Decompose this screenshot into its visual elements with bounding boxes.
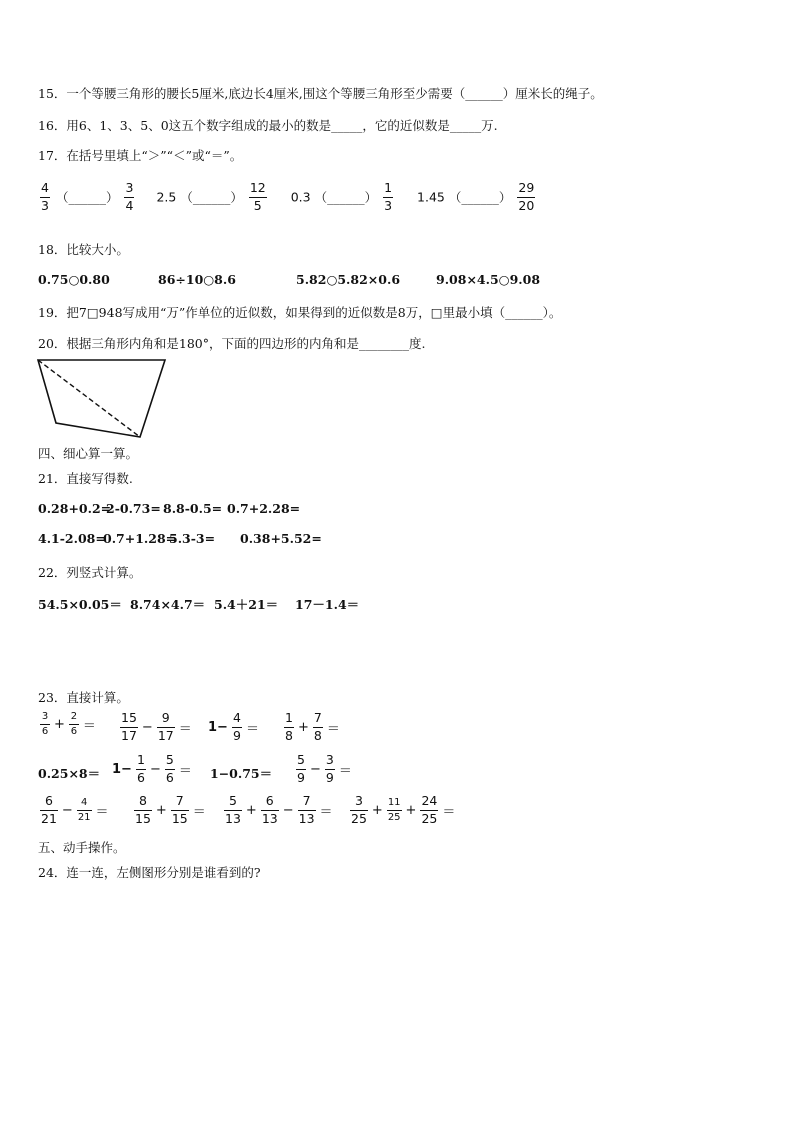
question-23: 23．直接计算。	[38, 690, 129, 705]
answer-blank[interactable]: （______）	[314, 190, 378, 205]
q22-item-1: 54.5×0.05＝	[38, 597, 122, 612]
fraction: $\frac{8}{15}$	[135, 793, 151, 826]
q21-r2-1: 4.1-2.08=	[38, 531, 106, 546]
q23-r2-1: 0.25×8＝	[38, 766, 101, 781]
q23-r3-2: $\frac{8}{15}$ + $\frac{7}{15}$ ＝	[135, 793, 206, 826]
q21-r1-1: 0.28+0.2=	[38, 501, 112, 516]
fraction: $\frac{5}{6}$	[165, 752, 174, 785]
q22-item-3: 5.4＋21＝	[214, 597, 279, 612]
q21-r1-4: 0.7+2.28=	[227, 501, 301, 516]
q21-r2-4: 0.38+5.52=	[240, 531, 322, 546]
fraction: $\frac{5}{9}$	[297, 752, 305, 785]
fraction: $\frac{6}{13}$	[261, 793, 278, 826]
number: 1.45	[417, 189, 445, 205]
fraction: $\frac{9}{17}$	[157, 710, 174, 743]
section-5-title: 五、动手操作。	[38, 840, 126, 855]
q18-item-1: 0.75○0.80	[38, 272, 110, 287]
fraction: $\frac{3}{25}$	[351, 793, 367, 826]
fraction: $\frac{3}{4}$	[125, 180, 134, 213]
q23-r2-4: $\frac{5}{9}$ − $\frac{3}{9}$ ＝	[297, 752, 352, 785]
number: 2.5	[156, 189, 177, 205]
q22-item-4: 17－1.4＝	[295, 597, 360, 612]
fraction: $\frac{4}{21}$	[77, 796, 91, 823]
q21-r1-2: 2-0.73=	[106, 501, 161, 516]
fraction: $\frac{1}{3}$	[384, 180, 393, 213]
fraction: $\frac{6}{21}$	[41, 793, 57, 826]
answer-blank[interactable]: （______）	[448, 190, 512, 205]
q23-r2-2: 1− $\frac{1}{6}$ − $\frac{5}{6}$ ＝	[112, 752, 192, 785]
fraction: $\frac{4}{9}$	[232, 710, 241, 743]
fraction: $\frac{1}{6}$	[136, 752, 145, 785]
q18-item-2: 86÷10○8.6	[158, 272, 236, 287]
question-15: 15．一个等腰三角形的腰长5厘米,底边长4厘米,围这个等腰三角形至少需要（______）厘米长的绳子。	[38, 86, 603, 101]
section-4-title: 四、细心算一算。	[38, 446, 139, 461]
question-21: 21．直接写得数.	[38, 471, 133, 486]
fraction: $\frac{1}{8}$	[285, 710, 293, 743]
q23-r3-4: $\frac{3}{25}$ + $\frac{11}{25}$ + $\frac{24}{25}$ ＝	[351, 793, 456, 826]
q23-r1-1: $\frac{3}{6}$ + $\frac{2}{6}$ ＝	[41, 711, 96, 737]
question-24: 24．连一连，左侧图形分别是谁看到的?	[38, 865, 261, 880]
question-22: 22．列竖式计算。	[38, 565, 142, 580]
fraction: $\frac{7}{13}$	[298, 793, 315, 826]
fraction: $\frac{7}{15}$	[171, 793, 188, 826]
q23-r2-3: 1−0.75＝	[210, 766, 273, 781]
q18-item-4: 9.08×4.5○9.08	[436, 272, 541, 287]
q18-item-3: 5.82○5.82×0.6	[296, 272, 401, 287]
q21-r2-3: 5.3-3=	[169, 531, 216, 546]
q17-comparisons	[38, 182, 537, 212]
fraction: $\frac{7}{8}$	[313, 710, 322, 743]
q23-r1-4: $\frac{1}{8}$ + $\frac{7}{8}$ ＝	[285, 710, 340, 743]
answer-blank[interactable]: （______）	[55, 190, 119, 205]
q23-r1-2: $\frac{15}{17}$ − $\frac{9}{17}$ ＝	[121, 710, 192, 743]
fraction: $\frac{15}{17}$	[121, 710, 137, 743]
q23-r3-1: $\frac{6}{21}$ − $\frac{4}{21}$ ＝	[41, 793, 109, 826]
q21-r2-2: 0.7+1.28=	[103, 531, 177, 546]
fraction: $\frac{11}{25}$	[387, 796, 401, 823]
question-17: 17．在括号里填上“＞”“＜”或“＝”。	[38, 148, 243, 163]
fraction: $\frac{3}{6}$	[41, 711, 49, 737]
number: 0.3	[290, 189, 311, 205]
q23-r1-3: 1− $\frac{4}{9}$ ＝	[208, 710, 259, 743]
fraction: $\frac{24}{25}$	[421, 793, 438, 826]
q21-r1-3: 8.8-0.5=	[163, 501, 223, 516]
fraction: $\frac{4}{3}$	[41, 180, 49, 213]
question-20: 20．根据三角形内角和是180°，下面的四边形的内角和是________度.	[38, 336, 426, 351]
fraction: $\frac{2}{6}$	[70, 711, 78, 737]
question-16: 16．用6、1、3、5、0这五个数字组成的最小的数是_____，它的近似数是_____万.	[38, 118, 498, 133]
q23-r3-3: $\frac{5}{13}$ + $\frac{6}{13}$ − $\frac{7}{13}$ ＝	[225, 793, 333, 826]
question-18: 18．比较大小。	[38, 242, 129, 257]
fraction: $\frac{5}{13}$	[225, 793, 241, 826]
question-19: 19．把7□948写成用“万”作单位的近似数，如果得到的近似数是8万，□里最小填（______）。	[38, 305, 562, 320]
fraction: $\frac{12}{5}$	[249, 180, 266, 213]
quadrilateral-figure	[34, 356, 170, 442]
q22-item-2: 8.74×4.7＝	[130, 597, 206, 612]
answer-blank[interactable]: （______）	[180, 190, 243, 205]
fraction: $\frac{3}{9}$	[325, 752, 334, 785]
fraction: $\frac{29}{20}$	[518, 180, 535, 213]
